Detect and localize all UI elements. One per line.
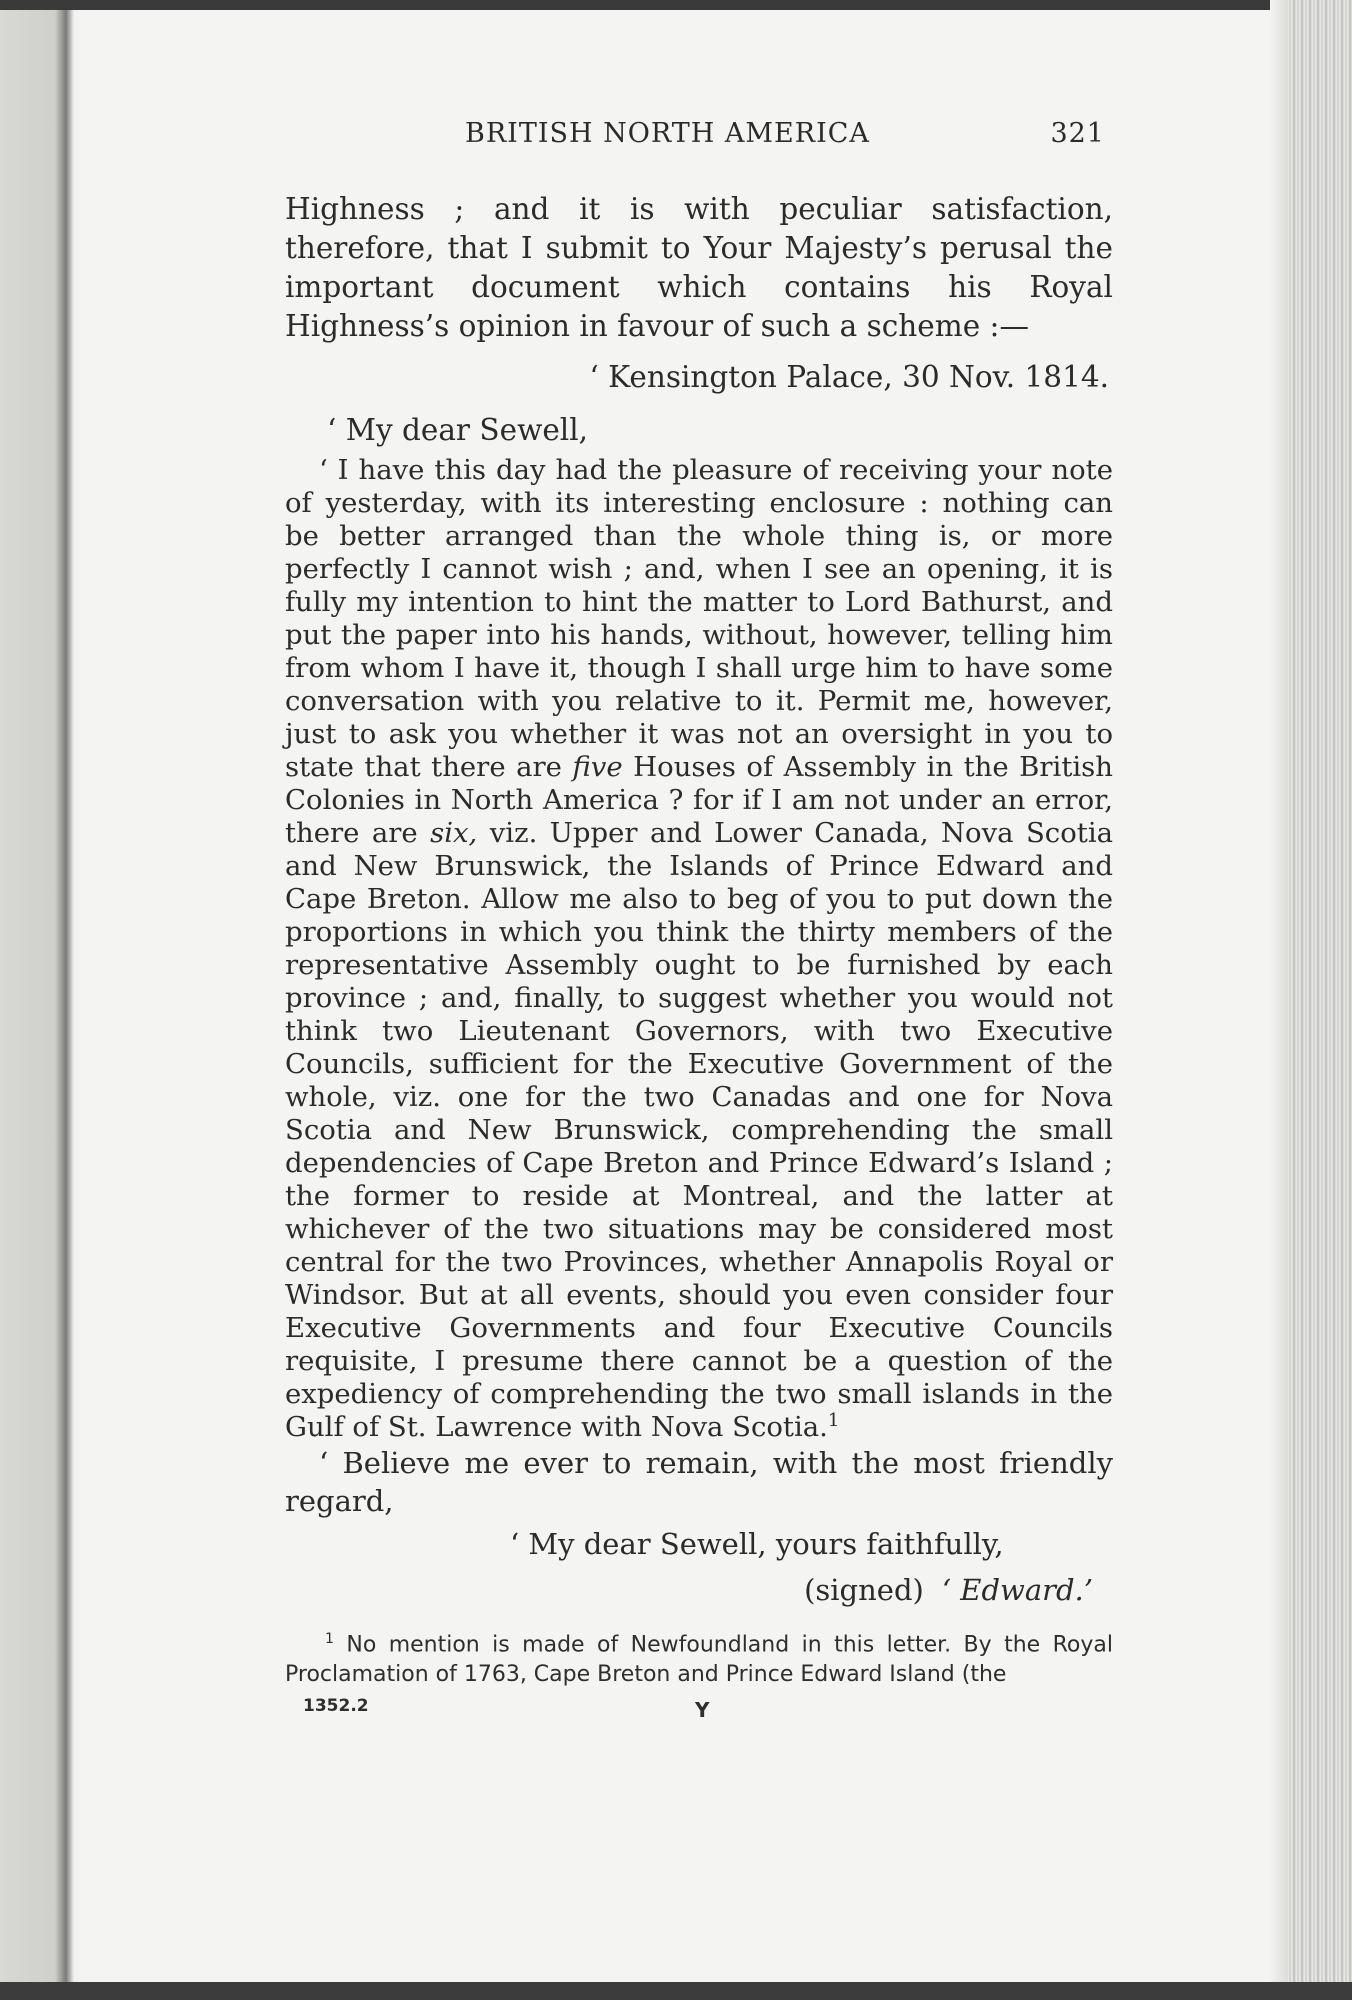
footnote-reference: 1 (827, 1409, 840, 1431)
emphasis-six: six, (430, 817, 478, 849)
letter-body (285, 454, 1113, 1444)
printer-signature-line (285, 1696, 1113, 1726)
body-text (285, 190, 1113, 1610)
page-number: 321 (1050, 118, 1105, 149)
letter-body-part-3: viz. Upper and Lower Canada, Nova Scotia and New Brunswick, the Islands of Prince Edward and Cape Breton. Allow me also to beg of you to put down the proportions in which you think the thirty members of the representative Assembly ought to be furnished by each province ; and, finally, to suggest whether you would not think two Lieutenant Governors, with two Executive Councils, sufficient for the Executive Government of the whole, viz. one for the two Canadas and one for Nova Scotia and New Brunswick, comprehending the small dependencies of Cape Breton and Prince Edward’s Island ; the former to reside at Montreal, and the latter at whichever of the two situations may be considered most central for the two Provinces, whether Annapolis Royal or Windsor. But at all events, should you even consider four Executive Governments and four Executive Councils requisite, I presume there cannot be a question of the expediency of comprehending the two small islands in the Gulf of St. Lawrence with Nova Scotia. (285, 817, 1114, 1443)
footnote-text: No mention is made of Newfoundland in this letter. By the Royal Proclamation of 1763, Cape Breton and Prince Edward Island (the (285, 1632, 1113, 1688)
letter-valediction: ‘ My dear Sewell, yours faithfully, (510, 1527, 1004, 1561)
printer-code: 1352.2 (303, 1696, 369, 1716)
signature-mark: Y (695, 1698, 710, 1722)
signed-label: (signed) (804, 1573, 924, 1607)
letter-date-line: ‘ Kensington Palace, 30 Nov. 1814. (589, 360, 1109, 394)
letter-signed-line (285, 1570, 1113, 1610)
signature: ‘ Edward.’ (941, 1573, 1093, 1607)
letter-body-part-1: ‘ I have this day had the pleasure of receiving your note of yesterday, with its interesting enclosure : nothing can be better arranged than the whole thing is, or more perfectly I cannot wish ; and, when I see an opening, it is fully my intention to hint the matter to Lord Bathurst, and put the paper into his hands, without, however, telling him from whom I have it, though I shall urge him to have some conversation with you relative to it. Permit me, however, just to ask you whether it was not an oversight in you to state that there are (285, 454, 1113, 783)
intro-paragraph: Highness ; and it is with peculiar satisfaction, therefore, that I submit to Your Majesty’s perusal the important document which contains his Royal Highness’s opinion in favour of such a scheme :— (285, 192, 1113, 343)
book-gutter (0, 10, 80, 1982)
emphasis-five: five (572, 751, 623, 783)
footnote-marker: 1 (325, 1631, 334, 1647)
scan-bottom-border (0, 1982, 1352, 2000)
running-head (285, 118, 1113, 158)
letter-salutation: ‘ My dear Sewell, (327, 413, 589, 447)
letter-closing: ‘ Believe me ever to remain, with the most friendly regard, (285, 1446, 1113, 1518)
scan-top-border (0, 0, 1352, 10)
page-edge-shadow (1270, 0, 1290, 2000)
letter-body-part-2: Houses of Assembly in the British Colonies in North America ? for if I am not under an error, there are (285, 751, 1113, 849)
book-page-edges (1288, 0, 1352, 2000)
running-title: BRITISH NORTH AMERICA (465, 118, 870, 149)
footnote (285, 1624, 1113, 1690)
book-page (80, 10, 1270, 1982)
